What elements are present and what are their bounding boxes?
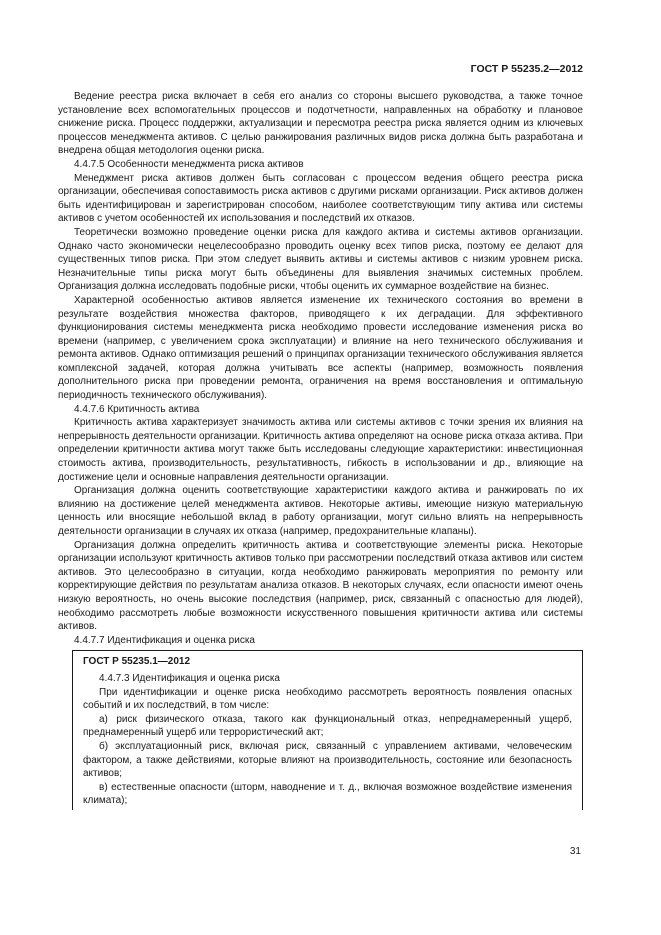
quoted-list-item: а) риск физического отказа, такого как функциональный отказ, непреднамеренный ущерб, преднамеренный ущерб или террористический акт;: [83, 713, 572, 739]
quoted-section-heading: 4.4.7.3 Идентификация и оценка риска: [99, 672, 280, 684]
page-number: 31: [569, 846, 581, 857]
section-heading: 4.4.7.6 Критичность актива: [74, 403, 200, 415]
section-heading: 4.4.7.5 Особенности менеджмента риска активов: [74, 158, 304, 170]
paragraph: Организация должна оценить соответствующие характеристики каждого актива и ранжировать по их влиянию на достижение целей менеджмента активов. Некоторые активы, имеющие низкую материальную ценность или вносящие небольшой вклад в работу организации, могут сильно влиять на непрерывность деятельности организации в случаях их отказа (например, предохранительные клапаны).: [58, 485, 583, 537]
paragraph: Характерной особенностью активов является изменение их технического состояния во времени в результате воздействия множества факторов, приводящего к их деградации. Для эффективного функционирования системы менеджмента риска необходимо провести исследование изменения риска во времени (например, с увеличением срока эксплуатации) и влияние на него технического обслуживания и ремонта активов. Однако оптимизация решений о принципах организации технического обслуживания является комплексной задачей, которая должна учитывать все аспекты (например, возможность появления дополнительного риска при проведении ремонта, ограничения на время восстановления и оптимальную периодичность технического обслуживания).: [58, 294, 583, 402]
quoted-list-item: в) естественные опасности (шторм, наводнение и т. д., включая возможное воздействие изменения климата);: [83, 781, 572, 807]
paragraph: Ведение реестра риска включает в себя его анализ со стороны высшего руководства, а также точное установление всех вспомогательных процессов и подотчетности, направленных на обработку и плановое снижение риска. Процесс поддержки, актуализации и пересмотра реестра риска является одним из ключевых процессов менеджмента активов. С целью ранжирования различных видов риска должна быть разработана и внедрена общая методология оценки риска.: [58, 91, 583, 157]
document-body: [58, 90, 583, 810]
quoted-standard-title: ГОСТ Р 55235.1—2012: [83, 656, 191, 668]
quoted-list-item: б) эксплуатационный риск, включая риск, связанный с управлением активами, человеческим фактором, а также действиями, которые влияют на производительность, состояние или безопасность активов;: [83, 740, 572, 780]
paragraph: Организация должна определить критичность актива и соответствующие элементы риска. Некоторые организации используют критичность активов только при рассмотрении последствий отказа активов или систем активов. Это целесообразно в ситуации, когда необходимо ранжировать мероприятия по ремонту или корректирующие действия по результатам анализа отказов. В некоторых случаях, если опасности имеют очень низкую вероятность, но очень высокие последствия (например, риск, связанный с опасностью для людей), необходимо рассмотреть любые возможности искусственного повышения критичности актива или системы активов.: [58, 539, 583, 633]
paragraph: Менеджмент риска активов должен быть согласован с процессом ведения общего реестра риска организации, обеспечивая сопоставимость риска активов с другими рисками организации. Риск активов должен быть идентифицирован и зарегистрирован способом, наиболее соответствующим типу актива или системы активов с учетом особенностей их использования и последствий их отказов.: [58, 172, 583, 225]
quoted-paragraph: При идентификации и оценке риска необходимо рассмотреть вероятность появления опасных событий и их последствий, в том числе:: [83, 686, 572, 712]
paragraph: Теоретически возможно проведение оценки риска для каждого актива и системы активов организации. Однако часто экономически нецелесообразно проводить оценку всех типов риска, поэтому ее делают для существенных типов риска. При этом следует выявить активы и системы активов с низким уровнем риска. Незначительные типы риска могут быть объединены для выявления значимых системных проблем. Организация должна исследовать подобные риски, чтобы оценить их суммарное воздействие на бизнес.: [58, 226, 583, 293]
quoted-standard-box: [72, 650, 583, 810]
paragraph: Критичность актива характеризует значимость актива или системы активов с точки зрения их влияния на непрерывность деятельности организации. Критичность актива определяют на основе риска отказа актива. При определении критичности актива могут также быть исследованы следующие характеристики: инвестиционная стоимость актива, производительность, результативность, гибкость в использовании и др., влияющие на достижение цели и основные направления деятельности организации.: [58, 417, 583, 483]
document-standard-header: ГОСТ Р 55235.2—2012: [470, 63, 583, 75]
section-heading: 4.4.7.7 Идентификация и оценка риска: [74, 634, 255, 646]
